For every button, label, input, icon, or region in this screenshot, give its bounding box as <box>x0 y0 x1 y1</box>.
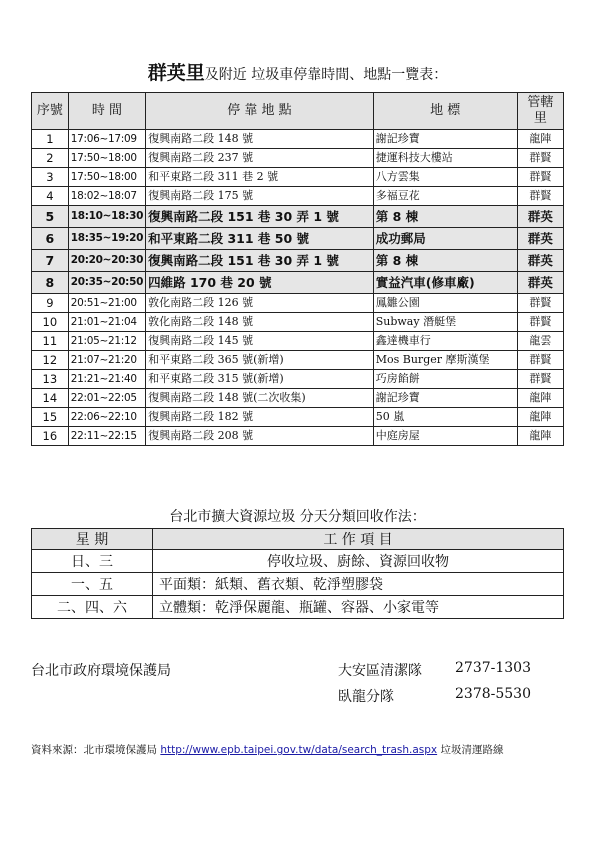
schedule-row <box>32 272 564 294</box>
schedule-row <box>32 187 564 206</box>
cell-seq: 10 <box>32 313 69 332</box>
cell-village: 龍陣 <box>517 130 563 149</box>
schedule-row <box>32 206 564 228</box>
cell-landmark: Mos Burger 摩斯漢堡 <box>373 351 517 370</box>
cell-village: 龍雲 <box>517 332 563 351</box>
cell-seq: 1 <box>32 130 69 149</box>
recycle-row <box>32 596 564 619</box>
cell-location: 和平東路二段 365 號(新增) <box>146 351 374 370</box>
cell-location: 敦化南路二段 148 號 <box>146 313 374 332</box>
schedule-header-row <box>32 93 564 130</box>
cell-landmark: 巧房餡餅 <box>373 370 517 389</box>
cell-seq: 12 <box>32 351 69 370</box>
cell-seq: 16 <box>32 427 69 446</box>
schedule-row <box>32 168 564 187</box>
recycle-items: 立體類：乾淨保麗龍、瓶罐、容器、小家電等 <box>153 596 564 619</box>
cell-village: 群英 <box>517 272 563 294</box>
cell-landmark: 捷運科技大樓站 <box>373 149 517 168</box>
cell-location: 復興南路二段 148 號(二次收集) <box>146 389 374 408</box>
cell-time: 21:21~21:40 <box>68 370 145 389</box>
recycle-day: 二、四、六 <box>32 596 153 619</box>
cell-location: 復興南路二段 237 號 <box>146 149 374 168</box>
cell-location: 敦化南路二段 126 號 <box>146 294 374 313</box>
cell-time: 20:35~20:50 <box>68 272 145 294</box>
cell-seq: 13 <box>32 370 69 389</box>
source-line <box>31 742 503 757</box>
schedule-row <box>32 332 564 351</box>
recycle-header-row <box>32 529 564 550</box>
cell-location: 復興南路二段 182 號 <box>146 408 374 427</box>
cell-village: 群英 <box>517 206 563 228</box>
recycle-title: 台北市擴大資源垃圾 分天分類回收作法： <box>169 509 426 525</box>
cell-village: 群賢 <box>517 149 563 168</box>
cell-village: 群賢 <box>517 168 563 187</box>
title-rest: 及附近 垃圾車停靠時間、地點一覽表： <box>204 67 448 83</box>
source-suffix: 垃圾清運路線 <box>437 744 504 756</box>
schedule-row <box>32 427 564 446</box>
cell-village: 群英 <box>517 228 563 250</box>
cell-time: 18:02~18:07 <box>68 187 145 206</box>
cell-landmark: 八方雲集 <box>373 168 517 187</box>
cell-village: 龍陣 <box>517 408 563 427</box>
cell-seq: 9 <box>32 294 69 313</box>
cell-time: 18:35~19:20 <box>68 228 145 250</box>
cell-time: 17:50~18:00 <box>68 168 145 187</box>
recycle-table <box>31 528 564 619</box>
cell-time: 17:06~17:09 <box>68 130 145 149</box>
cell-landmark: 實益汽車(修車廠) <box>373 272 517 294</box>
cell-seq: 5 <box>32 206 69 228</box>
cell-landmark: 鳳雛公園 <box>373 294 517 313</box>
header-items: 工 作 項 目 <box>153 529 564 550</box>
header-time: 時 間 <box>68 93 145 130</box>
schedule-row <box>32 351 564 370</box>
header-day: 星 期 <box>32 529 153 550</box>
cell-location: 復興南路二段 208 號 <box>146 427 374 446</box>
title-village: 群英里 <box>147 62 205 84</box>
cell-location: 復興南路二段 151 巷 30 弄 1 號 <box>146 206 374 228</box>
cell-landmark: 多福豆花 <box>373 187 517 206</box>
cell-time: 22:01~22:05 <box>68 389 145 408</box>
recycle-items: 停收垃圾、廚餘、資源回收物 <box>153 550 564 573</box>
cell-location: 復興南路二段 175 號 <box>146 187 374 206</box>
cell-landmark: 謝記珍寶 <box>373 389 517 408</box>
cell-time: 22:11~22:15 <box>68 427 145 446</box>
schedule-row <box>32 294 564 313</box>
schedule-row <box>32 149 564 168</box>
cell-time: 21:01~21:04 <box>68 313 145 332</box>
cell-landmark: 謝記珍寶 <box>373 130 517 149</box>
cell-landmark: 成功郵局 <box>373 228 517 250</box>
cell-village: 群賢 <box>517 313 563 332</box>
schedule-row <box>32 130 564 149</box>
team2-phone: 2378-5530 <box>455 686 531 702</box>
cell-landmark: 50 嵐 <box>373 408 517 427</box>
cell-village: 龍陣 <box>517 389 563 408</box>
cell-seq: 4 <box>32 187 69 206</box>
schedule-row <box>32 228 564 250</box>
cell-village: 群賢 <box>517 351 563 370</box>
cell-time: 17:50~18:00 <box>68 149 145 168</box>
cell-seq: 8 <box>32 272 69 294</box>
cell-seq: 11 <box>32 332 69 351</box>
cell-time: 20:20~20:30 <box>68 250 145 272</box>
cell-location: 和平東路二段 311 巷 50 號 <box>146 228 374 250</box>
recycle-items: 平面類：紙類、舊衣類、乾淨塑膠袋 <box>153 573 564 596</box>
team2-name: 臥龍分隊 <box>338 689 394 705</box>
cell-landmark: Subway 潛艇堡 <box>373 313 517 332</box>
source-prefix: 資料來源：北市環境保護局 <box>31 744 161 756</box>
schedule-table <box>31 92 564 446</box>
cell-location: 復興南路二段 148 號 <box>146 130 374 149</box>
cell-village: 群賢 <box>517 187 563 206</box>
cell-seq: 6 <box>32 228 69 250</box>
schedule-row <box>32 370 564 389</box>
cell-seq: 7 <box>32 250 69 272</box>
cell-seq: 14 <box>32 389 69 408</box>
cell-location: 復興南路二段 151 巷 30 弄 1 號 <box>146 250 374 272</box>
cell-landmark: 第 8 棟 <box>373 206 517 228</box>
agency-name: 台北市政府環境保護局 <box>31 663 171 679</box>
cell-seq: 3 <box>32 168 69 187</box>
cell-location: 和平東路二段 311 巷 2 號 <box>146 168 374 187</box>
recycle-row <box>32 573 564 596</box>
team1-name: 大安區清潔隊 <box>338 663 422 679</box>
cell-time: 21:05~21:12 <box>68 332 145 351</box>
source-link[interactable]: http://www.epb.taipei.gov.tw/data/search_trash.aspx <box>160 744 438 756</box>
header-village: 管轄里 <box>517 93 563 130</box>
cell-seq: 2 <box>32 149 69 168</box>
schedule-row <box>32 389 564 408</box>
schedule-row <box>32 313 564 332</box>
cell-village: 群賢 <box>517 370 563 389</box>
cell-landmark: 中庭房屋 <box>373 427 517 446</box>
cell-seq: 15 <box>32 408 69 427</box>
header-landmark: 地 標 <box>373 93 517 130</box>
recycle-day: 日、三 <box>32 550 153 573</box>
header-location: 停 靠 地 點 <box>146 93 374 130</box>
cell-village: 群英 <box>517 250 563 272</box>
cell-time: 22:06~22:10 <box>68 408 145 427</box>
cell-location: 復興南路二段 145 號 <box>146 332 374 351</box>
cell-village: 龍陣 <box>517 427 563 446</box>
cell-time: 20:51~21:00 <box>68 294 145 313</box>
schedule-row <box>32 408 564 427</box>
cell-landmark: 第 8 棟 <box>373 250 517 272</box>
cell-landmark: 鑫達機車行 <box>373 332 517 351</box>
cell-location: 四維路 170 巷 20 號 <box>146 272 374 294</box>
cell-time: 21:07~21:20 <box>68 351 145 370</box>
team1-phone: 2737-1303 <box>455 660 531 676</box>
schedule-row <box>32 250 564 272</box>
header-seq: 序號 <box>32 93 69 130</box>
cell-village: 群賢 <box>517 294 563 313</box>
recycle-day: 一、五 <box>32 573 153 596</box>
recycle-row <box>32 550 564 573</box>
cell-time: 18:10~18:30 <box>68 206 145 228</box>
page-title <box>0 58 595 85</box>
cell-location: 和平東路二段 315 號(新增) <box>146 370 374 389</box>
